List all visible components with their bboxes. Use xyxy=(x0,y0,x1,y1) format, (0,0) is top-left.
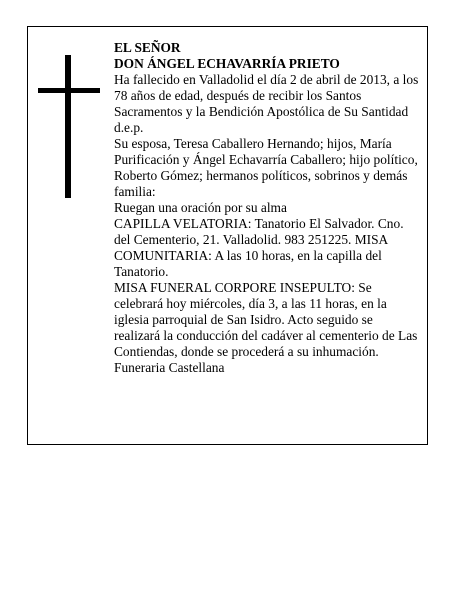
funeral-mass-information: MISA FUNERAL CORPORE INSEPULTO: Se celebrará hoy miércoles, día 3, a las 11 horas, en la iglesia parroquial de San Isidro. Acto seguido se realizará la conducción del cadáver al cementerio de Las Contiendas, donde se procederá a su inhumación. xyxy=(114,280,418,359)
notice-title-line-1: EL SEÑOR xyxy=(114,40,181,55)
notice-text xyxy=(114,40,420,376)
prayer-request: Ruegan una oración por su alma xyxy=(114,200,287,215)
obituary-notice xyxy=(27,26,428,445)
cross-icon xyxy=(38,55,100,198)
cross-horizontal-bar xyxy=(38,88,100,93)
cross-vertical-bar xyxy=(65,55,71,198)
family-list: Su esposa, Teresa Caballero Hernando; hijos, María Purificación y Ángel Echavarría Caballero; hijo político, Roberto Gómez; hermanos políticos, sobrinos y demás familia: xyxy=(114,136,418,199)
wake-information: CAPILLA VELATORIA: Tanatorio El Salvador. Cno. del Cementerio, 21. Valladolid. 983 251225. MISA COMUNITARIA: A las 10 horas, en la capilla del Tanatorio. xyxy=(114,216,404,279)
funeral-home: Funeraria Castellana xyxy=(114,360,225,375)
death-announcement: Ha fallecido en Valladolid el día 2 de abril de 2013, a los 78 años de edad, después de recibir los Santos Sacramentos y la Bendición Apostólica de Su Santidad d.e.p. xyxy=(114,72,419,135)
deceased-name: DON ÁNGEL ECHAVARRÍA PRIETO xyxy=(114,56,340,71)
